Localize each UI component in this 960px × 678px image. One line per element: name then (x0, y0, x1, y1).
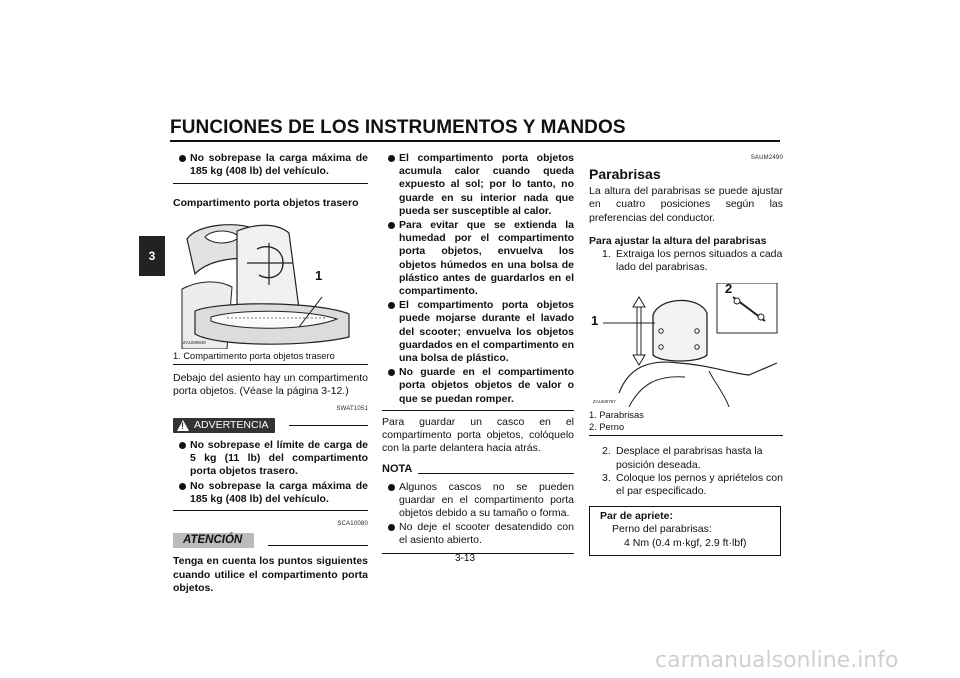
warning-icon: ! (177, 420, 189, 431)
page-title: FUNCIONES DE LOS INSTRUMENTOS Y MANDOS (170, 117, 626, 138)
warning-end-rule (173, 510, 368, 511)
body-text: Debajo del asiento hay un compartimento porta objetos. (Véase la página 3-12.) (173, 372, 368, 398)
caption-divider (589, 435, 783, 436)
caution-header (173, 533, 368, 548)
middle-column (382, 152, 574, 554)
note-rule (418, 473, 574, 474)
step-text: Desplace el parabrisas hasta la posición deseada. (616, 445, 763, 471)
caution-end-rule (382, 410, 574, 411)
caution-code: SCA10080 (337, 520, 368, 527)
divider (173, 183, 368, 184)
note-header (382, 463, 574, 476)
left-column (173, 152, 368, 595)
figure-callout-2: 2 (725, 281, 733, 297)
section-heading: Compartimento porta objetos trasero (173, 197, 359, 210)
caution-bullet: Para evitar que se extienda la humedad por el compartimento porta objetos, envuelva los objetos húmedos en una bolsa de plástico antes de guardarlos en el compartimento. (382, 219, 574, 298)
note-label: NOTA (382, 463, 413, 476)
note-bullet: Algunos cascos no se pueden guardar en el compartimento porta objetos debido a su tamaño o forma. (382, 481, 574, 521)
helmet-text: Para guardar un casco en el compartimento porta objetos, colóquelo con la parte delantera hacia atrás. (382, 415, 574, 455)
warning-bullet: No sobrepase la carga máxima de 185 kg (408 lb) del vehículo. (173, 480, 368, 506)
step-number: 2. (602, 445, 611, 458)
caption-divider (173, 364, 368, 365)
step-3 (589, 472, 783, 498)
windshield-heading: Parabrisas (589, 166, 661, 183)
step-2 (589, 445, 783, 471)
windshield-intro: La altura del parabrisas se puede ajustar en cuatro posiciones según las preferencias del conductor. (589, 185, 783, 224)
caution-bullet: El compartimento porta objetos acumula calor cuando queda expuesto al sol; por lo tanto, no guarde en su interior nada que pueda ser susceptible al calor. (382, 152, 574, 218)
caution-rule (268, 545, 368, 546)
right-column (589, 152, 783, 556)
caution-bullet: No guarde en el compartimento porta objetos objetos de valor o que se puedan romper. (382, 366, 574, 406)
warning-code: SWAT1051 (336, 405, 368, 412)
note-end-rule (382, 553, 574, 554)
watermark: carmanualsonline.info (655, 648, 899, 673)
title-rule (170, 140, 780, 142)
warning-header (173, 418, 368, 433)
figure-code: ZAUM0787 (593, 399, 616, 405)
spec-item: Perno del parabrisas: (612, 523, 712, 536)
load-bullet: No sobrepase la carga máxima de 185 kg (408 lb) del vehículo. (173, 152, 368, 178)
warning-rule (289, 425, 369, 426)
windshield-figure (589, 283, 779, 407)
warning-bullet: No sobrepase el límite de carga de 5 kg (11 lb) del compartimento porta objetos trasero. (173, 439, 368, 479)
page-number: 3-13 (455, 553, 476, 564)
torque-spec-box (589, 506, 781, 556)
figure-code: ZAUM0849 (183, 339, 206, 345)
caution-text: Tenga en cuenta los puntos siguientes cuando utilice el compartimento porta objetos. (173, 555, 368, 594)
chapter-tab: 3 (139, 236, 165, 276)
step-text: Coloque los pernos y apriételos con el par especificado. (616, 471, 783, 498)
spec-value: 4 Nm (0.4 m·kgf, 2.9 ft·lbf) (624, 536, 747, 549)
step-number: 1. (602, 248, 611, 261)
storage-figure (177, 219, 353, 349)
figure-callout-1: 1 (591, 313, 599, 329)
figure-callout-1: 1 (315, 267, 323, 283)
note-bullet: No deje el scooter desatendido con el asiento abierto. (382, 521, 574, 547)
step-number: 3. (602, 471, 611, 484)
warning-label: ADVERTENCIA (194, 418, 269, 431)
spec-title: Par de apriete: (600, 510, 673, 523)
caption-bolt: 2. Perno (589, 421, 625, 432)
step-text: Extraiga los pernos situados a cada lado del parabrisas. (616, 248, 783, 274)
section-code: SAUM2490 (750, 155, 783, 161)
step-1 (589, 248, 783, 274)
caption-windshield: 1. Parabrisas (589, 410, 644, 421)
warning-badge (173, 418, 275, 433)
caution-label: ATENCIÓN (173, 533, 254, 548)
caution-bullet: El compartimento porta objetos puede mojarse durante el lavado del scooter; envuelva los objetos guardados en el compartimento en una bolsa de plástico. (382, 299, 574, 365)
storage-compartment-illustration (177, 219, 353, 349)
adjust-heading: Para ajustar la altura del parabrisas (589, 234, 767, 247)
windshield-illustration (589, 283, 779, 407)
figure-caption: 1. Compartimento porta objetos trasero (173, 350, 335, 361)
